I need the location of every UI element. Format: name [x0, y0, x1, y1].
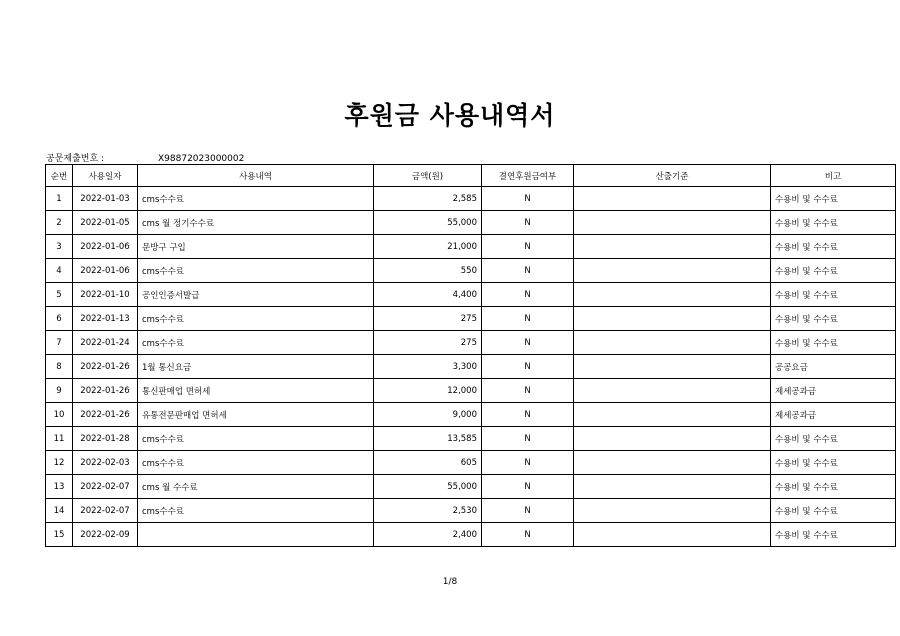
- cell-sponsorship-flag: N: [482, 379, 574, 403]
- cell-note: 수용비 및 수수료: [771, 427, 896, 451]
- table-row: [46, 235, 896, 259]
- cell-date: 2022-01-06: [73, 235, 138, 259]
- table-row: [46, 211, 896, 235]
- cell-description: cms수수료: [138, 427, 374, 451]
- cell-calculation-basis: [574, 355, 771, 379]
- cell-amount: 2,530: [374, 499, 482, 523]
- cell-note: 수용비 및 수수료: [771, 187, 896, 211]
- cell-sponsorship-flag: N: [482, 451, 574, 475]
- cell-amount: 12,000: [374, 379, 482, 403]
- table-row: [46, 499, 896, 523]
- cell-amount: 605: [374, 451, 482, 475]
- cell-no: 9: [46, 379, 73, 403]
- cell-amount: 2,585: [374, 187, 482, 211]
- cell-sponsorship-flag: N: [482, 403, 574, 427]
- cell-calculation-basis: [574, 259, 771, 283]
- cell-no: 8: [46, 355, 73, 379]
- cell-note: 수용비 및 수수료: [771, 211, 896, 235]
- table-row: [46, 379, 896, 403]
- cell-sponsorship-flag: N: [482, 307, 574, 331]
- cell-sponsorship-flag: N: [482, 523, 574, 547]
- cell-note: 수용비 및 수수료: [771, 307, 896, 331]
- cell-date: 2022-01-26: [73, 403, 138, 427]
- cell-sponsorship-flag: N: [482, 475, 574, 499]
- cell-note: 수용비 및 수수료: [771, 499, 896, 523]
- cell-no: 13: [46, 475, 73, 499]
- cell-no: 4: [46, 259, 73, 283]
- cell-description: cms수수료: [138, 187, 374, 211]
- cell-date: 2022-01-10: [73, 283, 138, 307]
- cell-sponsorship-flag: N: [482, 427, 574, 451]
- cell-note: 수용비 및 수수료: [771, 331, 896, 355]
- cell-amount: 275: [374, 331, 482, 355]
- cell-date: 2022-01-26: [73, 379, 138, 403]
- cell-description: [138, 523, 374, 547]
- cell-note: 수용비 및 수수료: [771, 523, 896, 547]
- cell-amount: 21,000: [374, 235, 482, 259]
- cell-date: 2022-01-06: [73, 259, 138, 283]
- cell-description: cms 월 정기수수료: [138, 211, 374, 235]
- table-row: [46, 187, 896, 211]
- cell-date: 2022-02-09: [73, 523, 138, 547]
- header-description: 사용내역: [138, 165, 374, 187]
- table-row: [46, 523, 896, 547]
- cell-sponsorship-flag: N: [482, 331, 574, 355]
- header-date: 사용일자: [73, 165, 138, 187]
- cell-calculation-basis: [574, 211, 771, 235]
- header-amount: 금액(원): [374, 165, 482, 187]
- cell-date: 2022-01-26: [73, 355, 138, 379]
- cell-no: 5: [46, 283, 73, 307]
- cell-sponsorship-flag: N: [482, 283, 574, 307]
- doc-number-line: [46, 151, 244, 164]
- cell-calculation-basis: [574, 235, 771, 259]
- cell-description: cms수수료: [138, 499, 374, 523]
- cell-date: 2022-01-13: [73, 307, 138, 331]
- header-no: 순번: [46, 165, 73, 187]
- cell-amount: 2,400: [374, 523, 482, 547]
- table-row: [46, 355, 896, 379]
- cell-description: cms수수료: [138, 331, 374, 355]
- table-row: [46, 427, 896, 451]
- table-row: [46, 307, 896, 331]
- cell-description: cms수수료: [138, 451, 374, 475]
- cell-date: 2022-01-24: [73, 331, 138, 355]
- header-sponsorship-flag: 결연후원금여부: [482, 165, 574, 187]
- cell-date: 2022-02-07: [73, 499, 138, 523]
- cell-note: 수용비 및 수수료: [771, 259, 896, 283]
- cell-note: 제세공과금: [771, 379, 896, 403]
- cell-description: cms수수료: [138, 259, 374, 283]
- expense-table: [45, 164, 896, 547]
- cell-calculation-basis: [574, 475, 771, 499]
- table-row: [46, 259, 896, 283]
- cell-no: 2: [46, 211, 73, 235]
- cell-no: 11: [46, 427, 73, 451]
- cell-no: 14: [46, 499, 73, 523]
- cell-no: 3: [46, 235, 73, 259]
- header-calculation-basis: 산출기준: [574, 165, 771, 187]
- cell-date: 2022-01-28: [73, 427, 138, 451]
- cell-description: cms수수료: [138, 307, 374, 331]
- cell-no: 7: [46, 331, 73, 355]
- cell-amount: 4,400: [374, 283, 482, 307]
- cell-sponsorship-flag: N: [482, 499, 574, 523]
- cell-sponsorship-flag: N: [482, 259, 574, 283]
- doc-number-label: 공문제출번호 :: [46, 154, 105, 164]
- cell-note: 제세공과금: [771, 403, 896, 427]
- cell-description: 1월 통신요금: [138, 355, 374, 379]
- table-row: [46, 475, 896, 499]
- cell-note: 수용비 및 수수료: [771, 451, 896, 475]
- cell-calculation-basis: [574, 331, 771, 355]
- cell-description: 유통전문판매업 면허세: [138, 403, 374, 427]
- cell-calculation-basis: [574, 187, 771, 211]
- cell-description: cms 월 수수료: [138, 475, 374, 499]
- cell-no: 6: [46, 307, 73, 331]
- cell-note: 수용비 및 수수료: [771, 283, 896, 307]
- header-note: 비고: [771, 165, 896, 187]
- cell-calculation-basis: [574, 283, 771, 307]
- table-row: [46, 451, 896, 475]
- cell-amount: 275: [374, 307, 482, 331]
- cell-description: 문방구 구입: [138, 235, 374, 259]
- cell-calculation-basis: [574, 523, 771, 547]
- table-row: [46, 403, 896, 427]
- cell-amount: 55,000: [374, 475, 482, 499]
- cell-note: 수용비 및 수수료: [771, 235, 896, 259]
- cell-sponsorship-flag: N: [482, 355, 574, 379]
- table-header-row: [46, 165, 896, 187]
- cell-description: 통신판매업 면허세: [138, 379, 374, 403]
- cell-no: 12: [46, 451, 73, 475]
- cell-amount: 3,300: [374, 355, 482, 379]
- cell-amount: 550: [374, 259, 482, 283]
- cell-calculation-basis: [574, 379, 771, 403]
- cell-no: 10: [46, 403, 73, 427]
- cell-no: 15: [46, 523, 73, 547]
- cell-sponsorship-flag: N: [482, 235, 574, 259]
- table-row: [46, 331, 896, 355]
- document-title: 후원금 사용내역서: [344, 101, 556, 130]
- cell-calculation-basis: [574, 427, 771, 451]
- cell-note: 수용비 및 수수료: [771, 475, 896, 499]
- cell-sponsorship-flag: N: [482, 211, 574, 235]
- table-row: [46, 283, 896, 307]
- page-indicator: 1/8: [442, 577, 458, 587]
- doc-number-value: X98872023000002: [158, 154, 245, 164]
- cell-date: 2022-02-07: [73, 475, 138, 499]
- cell-calculation-basis: [574, 451, 771, 475]
- cell-description: 공인인증서발급: [138, 283, 374, 307]
- cell-no: 1: [46, 187, 73, 211]
- cell-date: 2022-01-03: [73, 187, 138, 211]
- cell-amount: 9,000: [374, 403, 482, 427]
- cell-calculation-basis: [574, 307, 771, 331]
- cell-calculation-basis: [574, 403, 771, 427]
- cell-amount: 55,000: [374, 211, 482, 235]
- cell-date: 2022-02-03: [73, 451, 138, 475]
- cell-calculation-basis: [574, 499, 771, 523]
- cell-sponsorship-flag: N: [482, 187, 574, 211]
- cell-date: 2022-01-05: [73, 211, 138, 235]
- cell-note: 공공요금: [771, 355, 896, 379]
- cell-amount: 13,585: [374, 427, 482, 451]
